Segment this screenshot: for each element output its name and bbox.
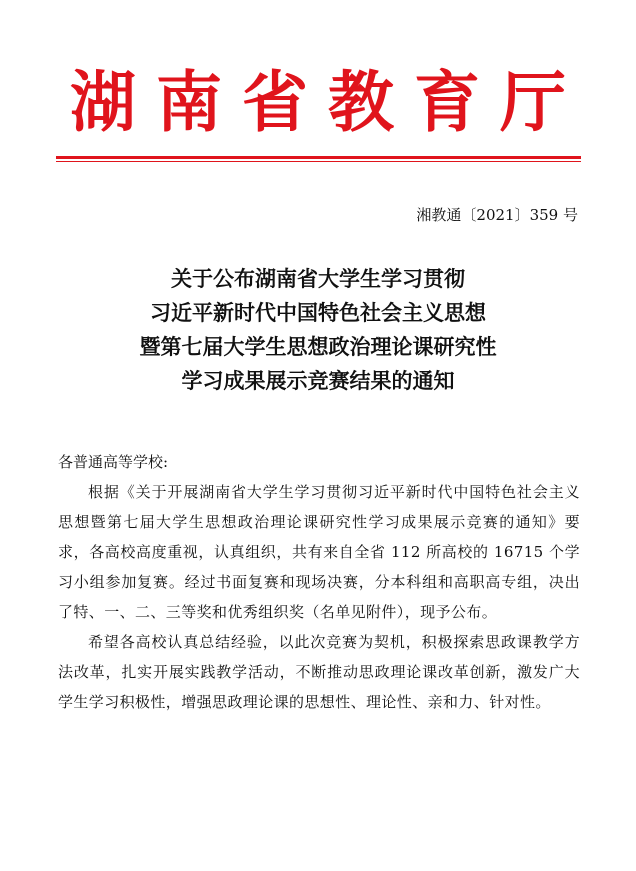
body-paragraph-2: 希望各高校认真总结经验，以此次竞赛为契机，积极探索思政课教学方法改革，扎实开展实践教学活动，不断推动思政理论课改革创新，激发广大学生学习积极性，增强思政理论课的思想性、理论性、亲和力、针对性。 (58, 633, 580, 711)
red-separator-thin (56, 161, 581, 162)
title-line-1: 关于公布湖南省大学生学习贯彻 (171, 267, 465, 291)
body-paragraph-1: 根据《关于开展湖南省大学生学习贯彻习近平新时代中国特色社会主义思想暨第七届大学生思想政治理论课研究性学习成果展示竞赛的通知》要求，各高校高度重视，认真组织，共有来自全省 112 所高校的 16715 个学习小组参加复赛。经过书面复赛和现场决赛，分本科组和高职高专组，决出了特、一、二、三等奖和优秀组织奖（名单见附件），现予公布。 (58, 483, 580, 621)
document-title (0, 262, 636, 398)
document-body (58, 447, 580, 717)
title-line-4: 学习成果展示竞赛结果的通知 (181, 369, 455, 393)
agency-masthead: 湖南省教育厅 (70, 63, 586, 141)
document-number: 湘教通〔2021〕359 号 (416, 206, 578, 224)
title-line-2: 习近平新时代中国特色社会主义思想 (150, 301, 486, 325)
salutation: 各普通高等学校: (58, 453, 169, 471)
title-line-3: 暨第七届大学生思想政治理论课研究性 (139, 335, 497, 359)
red-separator-thick (56, 156, 581, 159)
